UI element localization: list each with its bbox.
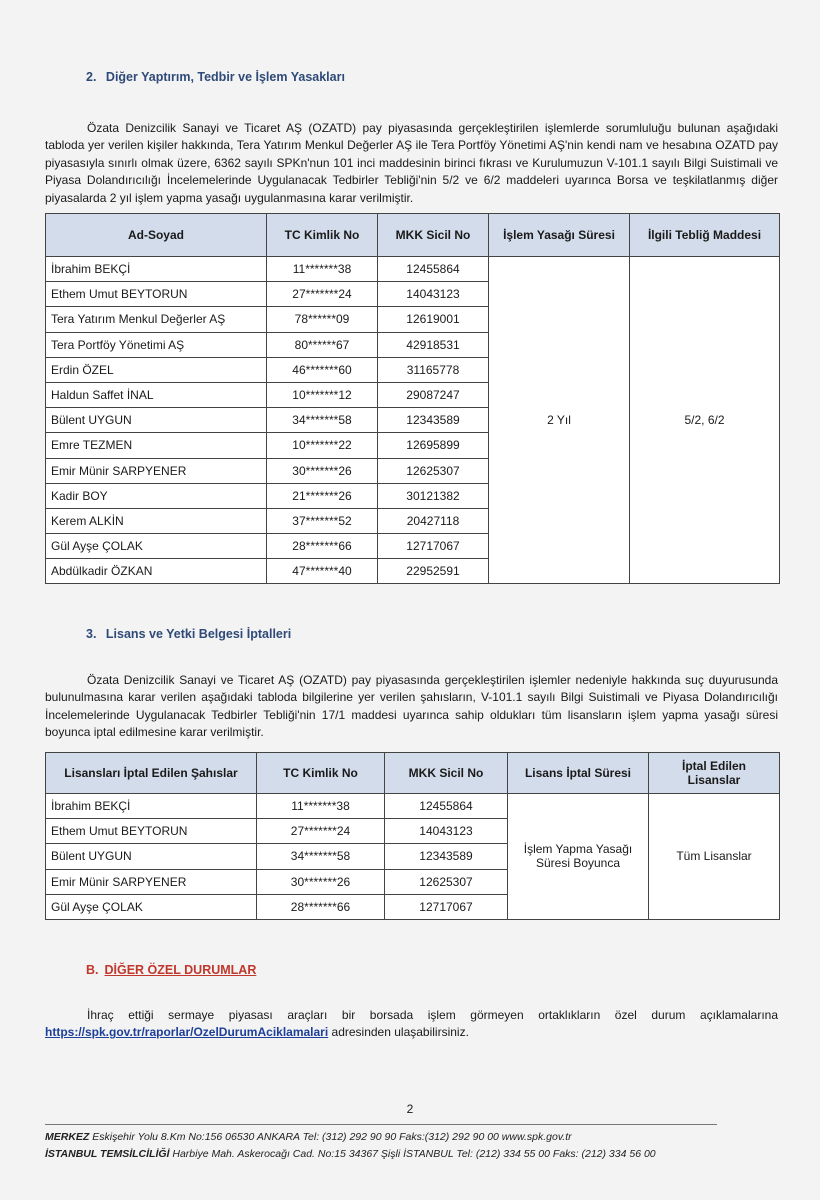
cell-name: İbrahim BEKÇİ (46, 257, 267, 282)
cell-name: Kerem ALKİN (46, 508, 267, 533)
license-table (45, 752, 780, 920)
cell-name: Bülent UYGUN (46, 844, 257, 869)
cell-name: Ethem Umut BEYTORUN (46, 819, 257, 844)
cell-tc: 46*******60 (267, 357, 378, 382)
table-header-row (46, 753, 780, 794)
cell-mkk: 12717067 (378, 534, 489, 559)
cell-tc: 27*******24 (267, 282, 378, 307)
cell-name: Erdin ÖZEL (46, 357, 267, 382)
table-header-row (46, 214, 780, 257)
table-row (46, 257, 780, 282)
col-header-mkk: MKK Sicil No (378, 214, 489, 257)
section-2-title: Diğer Yaptırım, Tedbir ve İşlem Yasakları (105, 70, 345, 84)
section-3-heading (86, 627, 291, 641)
cell-tc: 27*******24 (257, 819, 385, 844)
footer-hq-label: MERKEZ (45, 1131, 90, 1143)
cell-name: Gül Ayşe ÇOLAK (46, 534, 267, 559)
col-header-name: Lisansları İptal Edilen Şahıslar (46, 753, 257, 794)
col-header-licenses: İptal Edilen Lisanslar (649, 753, 780, 794)
cell-tc: 80******67 (267, 332, 378, 357)
cell-name: Emre TEZMEN (46, 433, 267, 458)
cell-mkk: 12343589 (378, 408, 489, 433)
page-number: 2 (406, 1102, 414, 1116)
cell-tc: 28*******66 (257, 894, 385, 919)
cell-mkk: 12619001 (378, 307, 489, 332)
cell-tc: 34*******58 (267, 408, 378, 433)
footer-line-2 (45, 1148, 656, 1160)
cell-mkk: 31165778 (378, 357, 489, 382)
footer-istanbul-text: Harbiye Mah. Askerocağı Cad. No:15 34367 Şişli İSTANBUL Tel: (212) 334 55 00 Faks: (212) 334 56 00 (169, 1148, 656, 1160)
footer-divider (45, 1124, 717, 1125)
cell-license-duration: İşlem Yapma Yasağı Süresi Boyunca (508, 794, 649, 920)
section-b-text: İhraç ettiği sermaye piyasası araçları bir borsada işlem görmeyen ortaklıkların özel durum açıklamalarına (87, 1008, 778, 1022)
cell-mkk: 12625307 (378, 458, 489, 483)
cell-mkk: 12455864 (378, 257, 489, 282)
cell-name: Ethem Umut BEYTORUN (46, 282, 267, 307)
section-3-number: 3. (86, 627, 97, 641)
cell-name: Haldun Saffet İNAL (46, 382, 267, 407)
cell-name: Tera Portföy Yönetimi AŞ (46, 332, 267, 357)
cell-mkk: 42918531 (378, 332, 489, 357)
cell-name: İbrahim BEKÇİ (46, 794, 257, 819)
cell-tc: 11*******38 (267, 257, 378, 282)
ozel-durum-link[interactable]: https://spk.gov.tr/raporlar/OzelDurumAciklamalari (45, 1025, 329, 1040)
cell-name: Bülent UYGUN (46, 408, 267, 433)
table-row (46, 794, 780, 819)
section-b-heading (86, 963, 256, 977)
col-header-mkk: MKK Sicil No (385, 753, 508, 794)
cell-name: Gül Ayşe ÇOLAK (46, 894, 257, 919)
sanctions-table (45, 213, 780, 584)
section-2-heading (86, 70, 345, 84)
section-3-title: Lisans ve Yetki Belgesi İptalleri (105, 627, 292, 641)
cell-tc: 11*******38 (257, 794, 385, 819)
cell-mkk: 12625307 (385, 869, 508, 894)
section-2-number: 2. (86, 70, 97, 84)
footer-line-1 (45, 1131, 572, 1143)
cell-article: 5/2, 6/2 (630, 257, 780, 584)
cell-licenses: Tüm Lisanslar (649, 794, 780, 920)
cell-ban-duration: 2 Yıl (489, 257, 630, 584)
cell-mkk: 12717067 (385, 894, 508, 919)
cell-name: Emir Münir SARPYENER (46, 458, 267, 483)
col-header-tc: TC Kimlik No (257, 753, 385, 794)
col-header-tc: TC Kimlik No (267, 214, 378, 257)
cell-name: Emir Münir SARPYENER (46, 869, 257, 894)
col-header-name: Ad-Soyad (46, 214, 267, 257)
cell-tc: 30*******26 (267, 458, 378, 483)
cell-mkk: 22952591 (378, 559, 489, 584)
cell-mkk: 14043123 (378, 282, 489, 307)
cell-tc: 78******09 (267, 307, 378, 332)
footer-hq-text: Eskişehir Yolu 8.Km No:156 06530 ANKARA Tel: (312) 292 90 90 Faks:(312) 292 90 00 www.spk.gov.tr (89, 1131, 572, 1143)
section-b-paragraph (45, 1007, 778, 1042)
cell-name: Abdülkadir ÖZKAN (46, 559, 267, 584)
cell-mkk: 29087247 (378, 382, 489, 407)
section-b-letter: B. (86, 963, 99, 977)
cell-tc: 10*******12 (267, 382, 378, 407)
section-b-title: DİĞER ÖZEL DURUMLAR (104, 963, 257, 977)
footer-istanbul-label: İSTANBUL TEMSİLCİLİĞİ (45, 1148, 170, 1160)
cell-tc: 34*******58 (257, 844, 385, 869)
cell-tc: 37*******52 (267, 508, 378, 533)
cell-mkk: 14043123 (385, 819, 508, 844)
cell-tc: 47*******40 (267, 559, 378, 584)
cell-mkk: 20427118 (378, 508, 489, 533)
section-3-paragraph: Özata Denizcilik Sanayi ve Ticaret AŞ (OZATD) pay piyasasında gerçekleştirilen işlemler nedeniyle hakkında suç duyurusunda bulunulmasına karar verilen aşağıdaki tabloda bilgilerine yer verilen şahısların, V-101.1 sayılı Bilgi Suistimali ve Piyasa Dolandırıcılığı İncelemelerinde Uygulanacak Tedbirler Tebliği'nin 17/1 maddesi uyarınca sahip oldukları tüm lisansların işlem yapma yasağı süresi boyunca iptal edilmesine karar verilmiştir. (45, 673, 778, 740)
col-header-license-duration: Lisans İptal Süresi (508, 753, 649, 794)
cell-mkk: 30121382 (378, 483, 489, 508)
col-header-ban-duration: İşlem Yasağı Süresi (489, 214, 630, 257)
cell-tc: 28*******66 (267, 534, 378, 559)
col-header-article: İlgili Tebliğ Maddesi (630, 214, 780, 257)
cell-name: Kadir BOY (46, 483, 267, 508)
cell-mkk: 12695899 (378, 433, 489, 458)
cell-mkk: 12343589 (385, 844, 508, 869)
cell-mkk: 12455864 (385, 794, 508, 819)
section-2-paragraph: Özata Denizcilik Sanayi ve Ticaret AŞ (OZATD) pay piyasasında gerçekleştirilen işlemlerde sorumluluğu bulunan aşağıdaki tabloda yer verilen kişiler hakkında, Tera Yatırım Menkul Değerler AŞ ile Tera Portföy Yönetimi AŞ'nin kendi nam ve hesabına OZATD pay piyasasıyla sınırlı olmak üzere, 6362 sayılı SPKn'nun 101 inci maddesinin birinci fıkrası ve Kurulumuzun V-101.1 sayılı Bilgi Suistimali ve Piyasa Dolandırıcılığı İncelemelerinde Uygulanacak Tedbirler Tebliği'nin 5/2 ve 6/2 maddeleri uyarınca Borsa ve teşkilatlanmış diğer piyasalarda 2 yıl işlem yapma yasağı uygulanmasına karar verilmiştir. (45, 121, 778, 205)
cell-tc: 21*******26 (267, 483, 378, 508)
cell-tc: 30*******26 (257, 869, 385, 894)
cell-tc: 10*******22 (267, 433, 378, 458)
cell-name: Tera Yatırım Menkul Değerler AŞ (46, 307, 267, 332)
section-b-text-after: adresinden ulaşabilirsiniz. (328, 1025, 469, 1040)
